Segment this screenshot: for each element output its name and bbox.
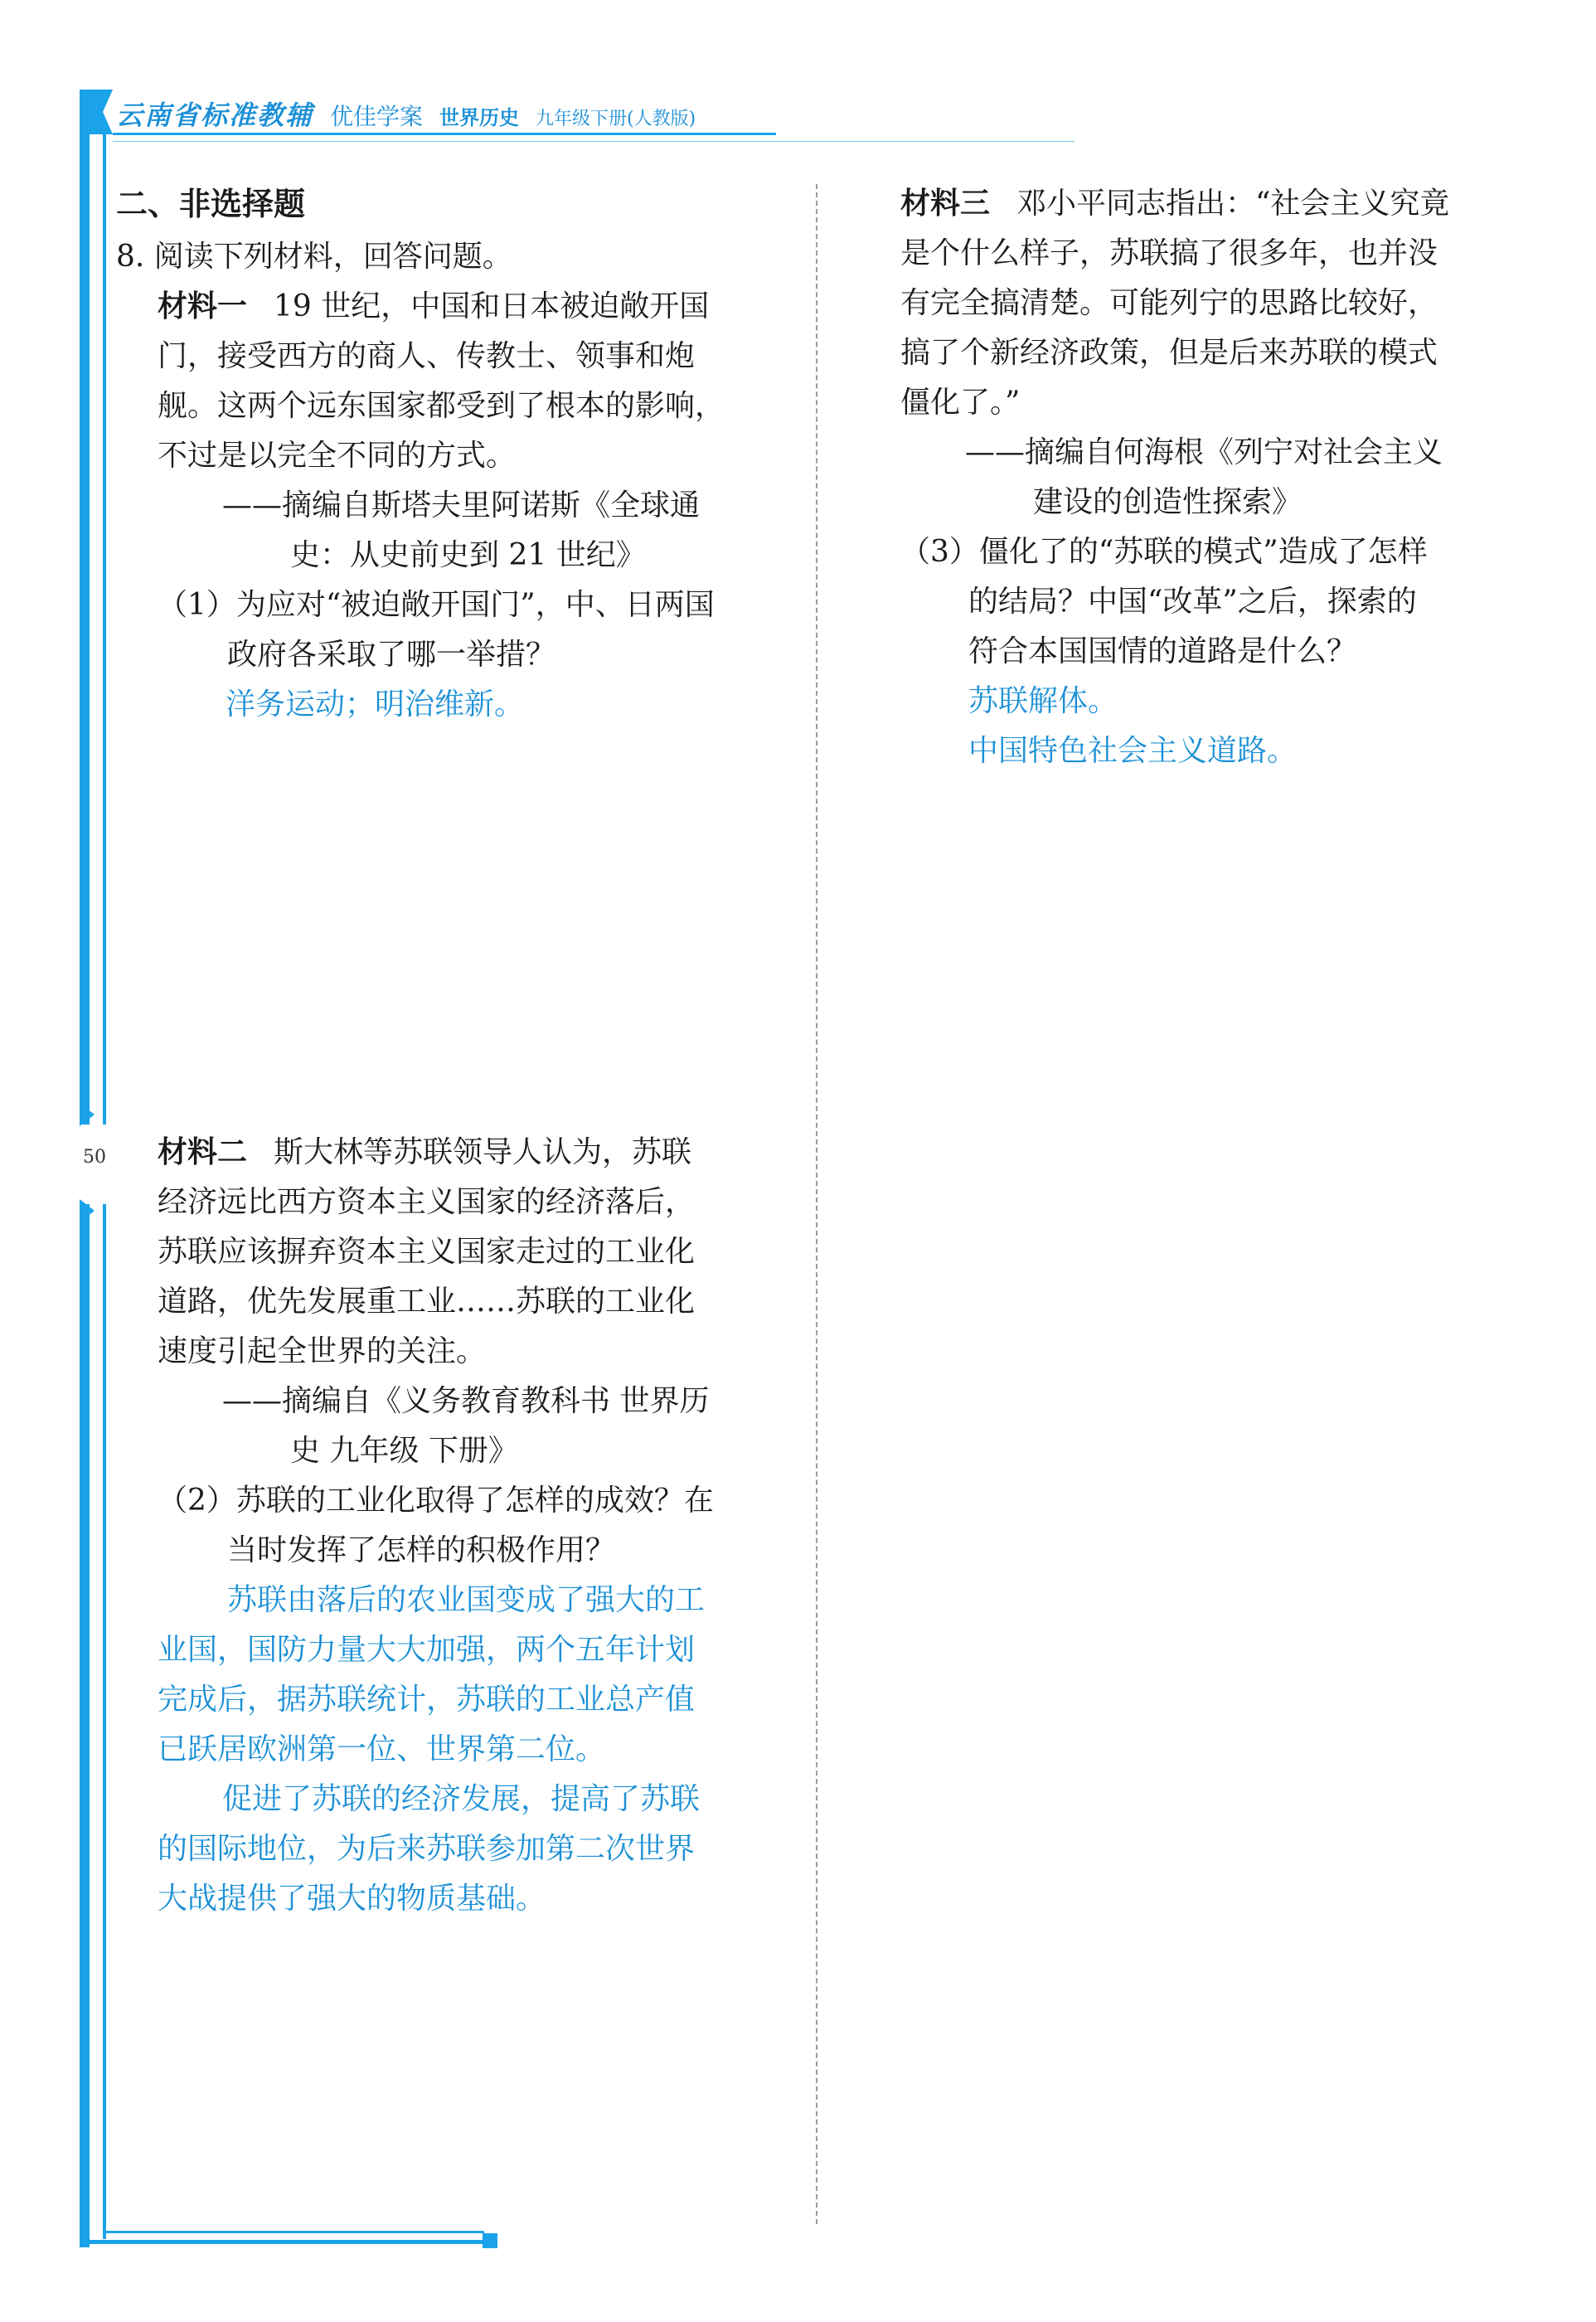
question-1: （1）为应对“被迫敞开国门”，中、日两国: [158, 588, 715, 622]
material-1-label: 材料一: [158, 289, 248, 323]
question-3: 的结局？中国“改革”之后，探索的: [968, 585, 1417, 619]
page-number: 50: [83, 1147, 106, 1168]
answer-3: 中国特色社会主义道路。: [968, 734, 1298, 768]
question-8-stem: 8. 阅读下列材料，回答问题。: [116, 240, 512, 274]
material-2-line: 道路，优先发展重工业……苏联的工业化: [158, 1285, 696, 1319]
question-1: 政府各采取了哪一举措？: [227, 638, 556, 672]
question-2: （2）苏联的工业化取得了怎样的成效？在: [158, 1484, 714, 1518]
material-3-source: 建设的创造性探索》: [1033, 485, 1303, 519]
material-3-label: 材料三: [900, 187, 991, 221]
material-3-line: 僵化了。”: [900, 386, 1021, 420]
material-1-line: [158, 282, 709, 332]
material-1-line: 舰。这两个远东国家都受到了根本的影响，: [158, 389, 725, 423]
section-title: 二、非选择题: [116, 186, 306, 222]
material-2-label: 材料二: [158, 1135, 248, 1169]
material-2-line: 苏联应该摒弃资本主义国家走过的工业化: [158, 1235, 696, 1269]
answer-2-line: 业国，国防力量大大加强，两个五年计划: [158, 1633, 696, 1667]
margin-notch-top: [80, 1103, 95, 1126]
material-1-line: 不过是以完全不同的方式。: [158, 439, 517, 473]
answer-2-line: 大战提供了强大的物质基础。: [158, 1882, 546, 1916]
answer-2-line: 已跃居欧洲第一位、世界第二位。: [158, 1732, 606, 1766]
material-3-line: 搞了个新经济政策，但是后来苏联的模式: [900, 336, 1438, 370]
material-3-line: 有完全搞清楚。可能列宁的思路比较好，: [900, 286, 1438, 320]
material-3-line: 是个什么样子，苏联搞了很多年，也并没: [900, 236, 1438, 270]
header-grade: 九年级下册(人教版): [536, 109, 696, 129]
header-brand: 云南省标准教辅: [116, 100, 314, 131]
header-subject: 世界历史: [439, 105, 520, 129]
material-2-source: ——摘编自《义务教育教科书 世界历: [222, 1384, 710, 1418]
material-2-line: 经济远比西方资本主义国家的经济落后，: [158, 1185, 696, 1219]
question-3: （3）僵化了的“苏联的模式”造成了怎样: [900, 535, 1428, 569]
answer-1: 洋务运动；明治维新。: [226, 687, 525, 721]
header-tab: [80, 90, 113, 134]
material-1-source: ——摘编自斯塔夫里阿诺斯《全球通: [222, 488, 701, 522]
footer-rule: [80, 2240, 486, 2244]
answer-2-line: 的国际地位，为后来苏联参加第二次世界: [158, 1832, 696, 1866]
material-3-source: ——摘编自何海根《列宁对社会主义: [965, 435, 1443, 469]
footer-rule-thin: [103, 2231, 484, 2233]
running-header: [116, 95, 696, 133]
answer-3: 苏联解体。: [968, 684, 1118, 718]
material-3-line: [900, 179, 1449, 229]
answer-2-line: 促进了苏联的经济发展，提高了苏联: [222, 1782, 701, 1816]
answer-2-line: 完成后，据苏联统计，苏联的工业总产值: [158, 1683, 696, 1717]
question-2: 当时发挥了怎样的积极作用？: [227, 1533, 616, 1567]
answer-2-line: 苏联由落后的农业国变成了强大的工: [227, 1583, 706, 1617]
question-3: 符合本国国情的道路是什么？: [968, 634, 1357, 668]
material-1-text: 19 世纪，中国和日本被迫敞开国: [274, 289, 710, 323]
material-1-source: 史：从史前史到 21 世纪》: [290, 538, 646, 572]
header-rule: [113, 133, 776, 135]
material-2-line: [158, 1128, 691, 1178]
material-3-text: 邓小平同志指出：“社会主义究竟: [1016, 187, 1450, 221]
material-2-text: 斯大林等苏联领导人认为，苏联: [274, 1135, 692, 1169]
material-2-line: 速度引起全世界的关注。: [158, 1334, 487, 1368]
header-series: 优佳学案: [330, 103, 424, 130]
material-2-source: 史 九年级 下册》: [290, 1434, 518, 1468]
margin-notch-bottom: [80, 1199, 95, 1222]
footer-square: [483, 2233, 497, 2248]
column-divider: [816, 184, 817, 2224]
material-1-line: 门，接受西方的商人、传教士、领事和炮: [158, 339, 696, 373]
header-rule-thin: [113, 141, 1075, 142]
